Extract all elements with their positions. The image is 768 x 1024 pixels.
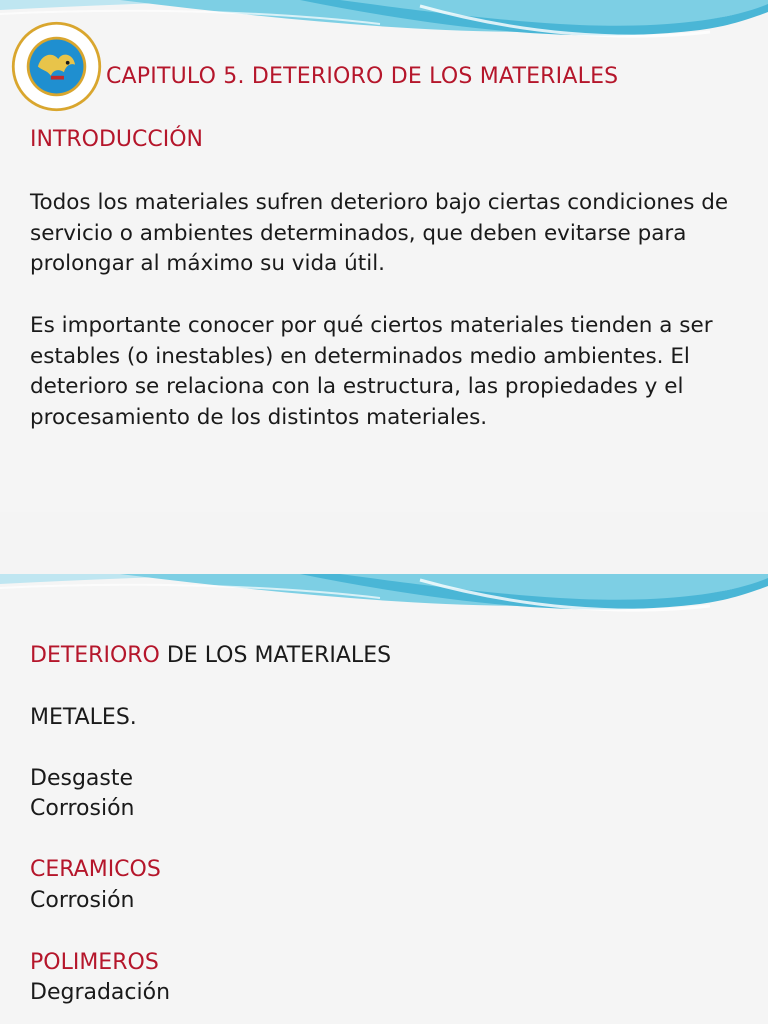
slide-gap bbox=[0, 512, 768, 574]
list-item: Degradación bbox=[30, 980, 171, 1005]
title-rest-part: DE LOS MATERIALES bbox=[159, 643, 392, 668]
title-red-part: DETERIORO bbox=[30, 643, 160, 668]
intro-paragraph-1: Todos los materiales sufren deterioro bajo ciertas condiciones de servicio o ambientes determinados, que deben evitarse para prolongar al máximo su vida útil. bbox=[30, 190, 729, 276]
list-item: Corrosión bbox=[30, 796, 135, 821]
header-wave-decoration bbox=[0, 574, 768, 644]
header-wave-decoration bbox=[0, 0, 768, 70]
ceramicos-label: CERAMICOS bbox=[30, 857, 161, 882]
metales-label: METALES. bbox=[30, 705, 137, 730]
intro-paragraph-2: Es importante conocer por qué ciertos materiales tienden a ser estables (o inestables) en determinados medio ambientes. El deterioro se relaciona con la estructura, las propiedades y el procesamiento de los distintos materiales. bbox=[30, 313, 713, 430]
slide-title: CAPITULO 5. DETERIORO DE LOS MATERIALES bbox=[106, 64, 619, 89]
slide-2-title bbox=[30, 643, 391, 668]
university-seal-logo bbox=[10, 20, 103, 113]
section-heading-introduccion: INTRODUCCIÓN bbox=[30, 127, 204, 152]
slide-2 bbox=[0, 574, 768, 1024]
polimeros-label: POLIMEROS bbox=[30, 950, 159, 975]
list-item: Desgaste bbox=[30, 766, 134, 791]
list-item: Corrosión bbox=[30, 888, 135, 913]
